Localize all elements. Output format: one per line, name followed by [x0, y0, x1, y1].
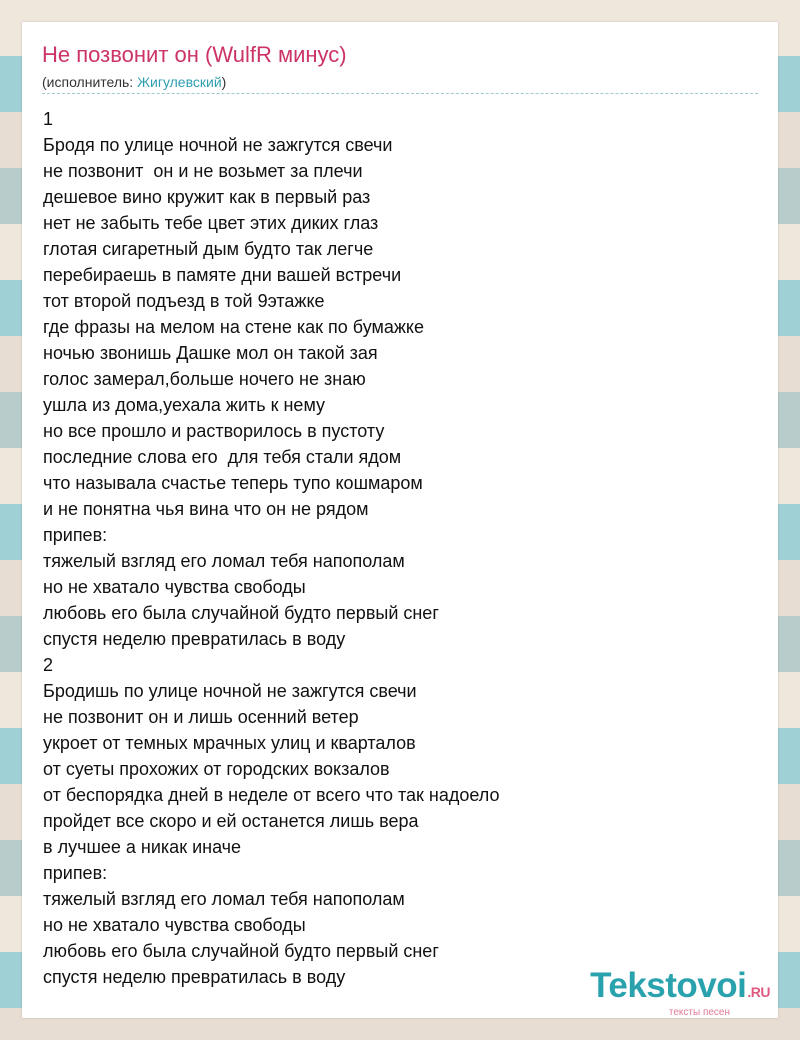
lyric-line: тот второй подъезд в той 9этажке [43, 291, 325, 311]
lyric-line: укроет от темных мрачных улиц и кварталов [43, 733, 416, 753]
lyric-line: ночью звонишь Дашке мол он такой зая [43, 343, 378, 363]
logo-name: Tekstovoi [590, 966, 747, 1005]
lyric-line: пройдет все скоро и ей останется лишь вера [43, 811, 419, 831]
artist-prefix: (исполнитель: [42, 74, 138, 90]
lyric-line: 2 [43, 655, 54, 675]
title-divider [42, 93, 758, 94]
lyric-line: но не хватало чувства свободы [43, 577, 306, 597]
lyric-line: голос замерал,больше ночего не знаю [43, 369, 366, 389]
lyric-line: Бродишь по улице ночной не зажгутся свечи [43, 681, 417, 701]
logo-wordmark [590, 968, 770, 1010]
lyric-line: любовь его была случайной будто первый снег [43, 941, 439, 961]
lyric-line: последние слова его для тебя стали ядом [43, 447, 402, 467]
lyrics-card [22, 22, 778, 1018]
lyric-line: дешевое вино кружит как в первый раз [43, 187, 371, 207]
lyric-line: тяжелый взгляд его ломал тебя напополам [43, 889, 405, 909]
lyric-line: но не хватало чувства свободы [43, 915, 306, 935]
lyric-line: не позвонит он и лишь осенний ветер [43, 707, 359, 727]
lyric-line: припев: [43, 863, 108, 883]
lyric-line: перебираешь в памяте дни вашей встречи [43, 265, 402, 285]
lyric-line: любовь его была случайной будто первый снег [43, 603, 439, 623]
lyric-line: припев: [43, 525, 108, 545]
lyric-line: от суеты прохожих от городских вокзалов [43, 759, 390, 779]
lyric-line: спустя неделю превратилась в воду [43, 967, 346, 987]
logo-tagline: тексты песен [668, 1007, 730, 1018]
lyric-line: где фразы на мелом на стене как по бумажке [43, 317, 425, 337]
lyric-line: что называла счастье теперь тупо кошмаром [43, 473, 423, 493]
lyric-line: глотая сигаретный дым будто так легче [43, 239, 374, 259]
lyric-line: нет не забыть тебе цвет этих диких глаз [43, 213, 379, 233]
lyric-line: не позвонит он и не возьмет за плечи [43, 161, 363, 181]
lyrics-text [43, 106, 759, 990]
lyric-line: ушла из дома,уехала жить к нему [43, 395, 326, 415]
artist-line [42, 74, 226, 90]
lyric-line: от беспорядка дней в неделе от всего что так надоело [43, 785, 500, 805]
lyric-line: но все прошло и растворилось в пустоту [43, 421, 385, 441]
song-title: Не позвонит он (WulfR минус) [42, 42, 347, 67]
lyric-line: спустя неделю превратилась в воду [43, 629, 346, 649]
lyric-line: и не понятна чья вина что он не рядом [43, 499, 369, 519]
lyric-line: Бродя по улице ночной не зажгутся свечи [43, 135, 393, 155]
site-logo[interactable] [590, 968, 770, 1018]
logo-domain: .RU [747, 984, 770, 1000]
artist-suffix: ) [221, 74, 227, 90]
lyric-line: в лучшее а никак иначе [43, 837, 242, 857]
lyric-line: тяжелый взгляд его ломал тебя напополам [43, 551, 405, 571]
lyric-line: 1 [43, 109, 54, 129]
artist-link[interactable]: Жигулевский [137, 74, 222, 90]
